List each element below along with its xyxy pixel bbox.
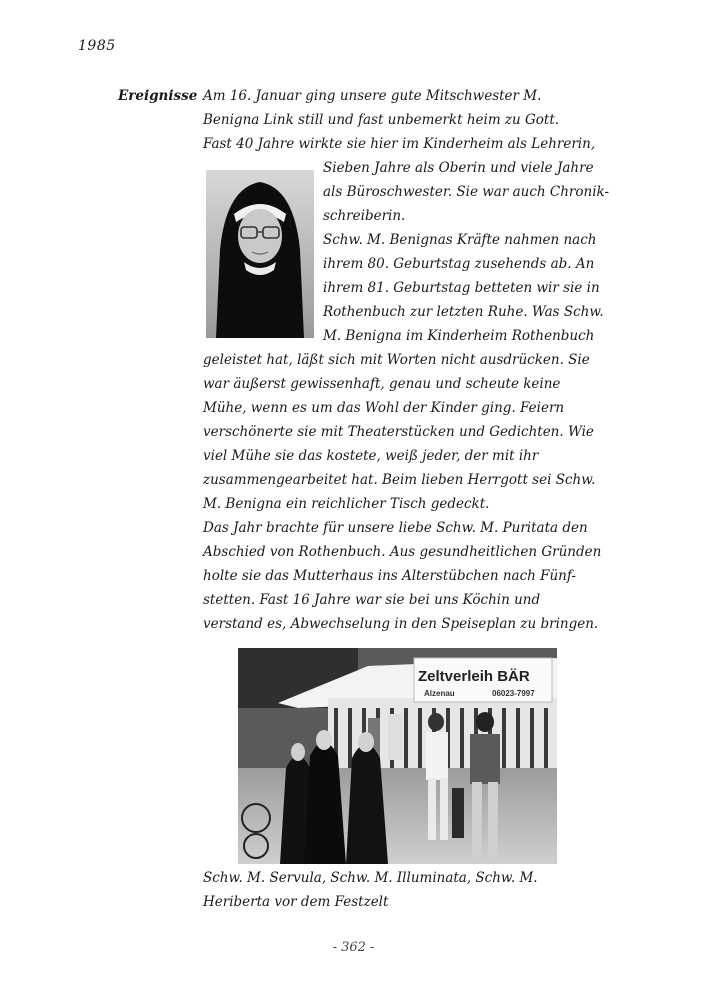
text-line: ihrem 81. Geburtstag betteten wir sie in	[323, 280, 600, 296]
text-line: Benigna Link still und fast unbemerkt heim zu Gott.	[203, 112, 560, 128]
portrait-photo	[206, 170, 314, 338]
festival-tent-photo	[238, 648, 557, 864]
text-line: holte sie das Mutterhaus ins Alterstübchen nach Fünf-	[203, 568, 576, 584]
text-line: verschönerte sie mit Theaterstücken und Gedichten. Wie	[203, 424, 594, 440]
text-line: schreiberin.	[323, 208, 406, 224]
text-line: geleistet hat, läßt sich mit Worten nicht ausdrücken. Sie	[203, 352, 590, 368]
photo-caption-line: Heriberta vor dem Festzelt	[203, 894, 389, 910]
text-line: Abschied von Rothenbuch. Aus gesundheitlichen Gründen	[203, 544, 602, 560]
portrait-illustration	[206, 170, 314, 338]
text-line: Fast 40 Jahre wirkte sie hier im Kinderheim als Lehrerin,	[203, 136, 596, 152]
tent-sign-line3: 06023-7997	[492, 689, 535, 698]
text-line: Das Jahr brachte für unsere liebe Schw. M. Puritata den	[203, 520, 588, 536]
text-line: verstand es, Abwechselung in den Speiseplan zu bringen.	[203, 616, 599, 632]
text-line: M. Benigna im Kinderheim Rothenbuch	[323, 328, 595, 344]
festival-illustration	[238, 648, 557, 864]
photo-caption-line: Schw. M. Servula, Schw. M. Illuminata, Schw. M.	[203, 870, 538, 886]
text-line: M. Benigna ein reichlicher Tisch gedeckt.	[203, 496, 490, 512]
text-line: Sieben Jahre als Oberin und viele Jahre	[323, 160, 594, 176]
text-line: Mühe, wenn es um das Wohl der Kinder ging. Feiern	[203, 400, 565, 416]
text-line: stetten. Fast 16 Jahre war sie bei uns Köchin und	[203, 592, 541, 608]
text-line: Rothenbuch zur letzten Ruhe. Was Schw.	[323, 304, 604, 320]
year-heading: 1985	[78, 38, 116, 54]
text-line: war äußerst gewissenhaft, genau und scheute keine	[203, 376, 561, 392]
page-number: - 362 -	[332, 940, 375, 955]
text-line: zusammengearbeitet hat. Beim lieben Herrgott sei Schw.	[203, 472, 596, 488]
text-line: ihrem 80. Geburtstag zusehends ab. An	[323, 256, 595, 272]
section-label: Ereignisse	[118, 88, 198, 104]
tent-sign-line1: Zeltverleih BÄR	[418, 668, 530, 685]
text-line: viel Mühe sie das kostete, weiß jeder, der mit ihr	[203, 448, 539, 464]
text-line: Am 16. Januar ging unsere gute Mitschwester M.	[203, 88, 542, 104]
tent-sign-line2: Alzenau	[424, 689, 455, 698]
text-line: als Büroschwester. Sie war auch Chronik-	[323, 184, 610, 200]
text-line: Schw. M. Benignas Kräfte nahmen nach	[323, 232, 597, 248]
